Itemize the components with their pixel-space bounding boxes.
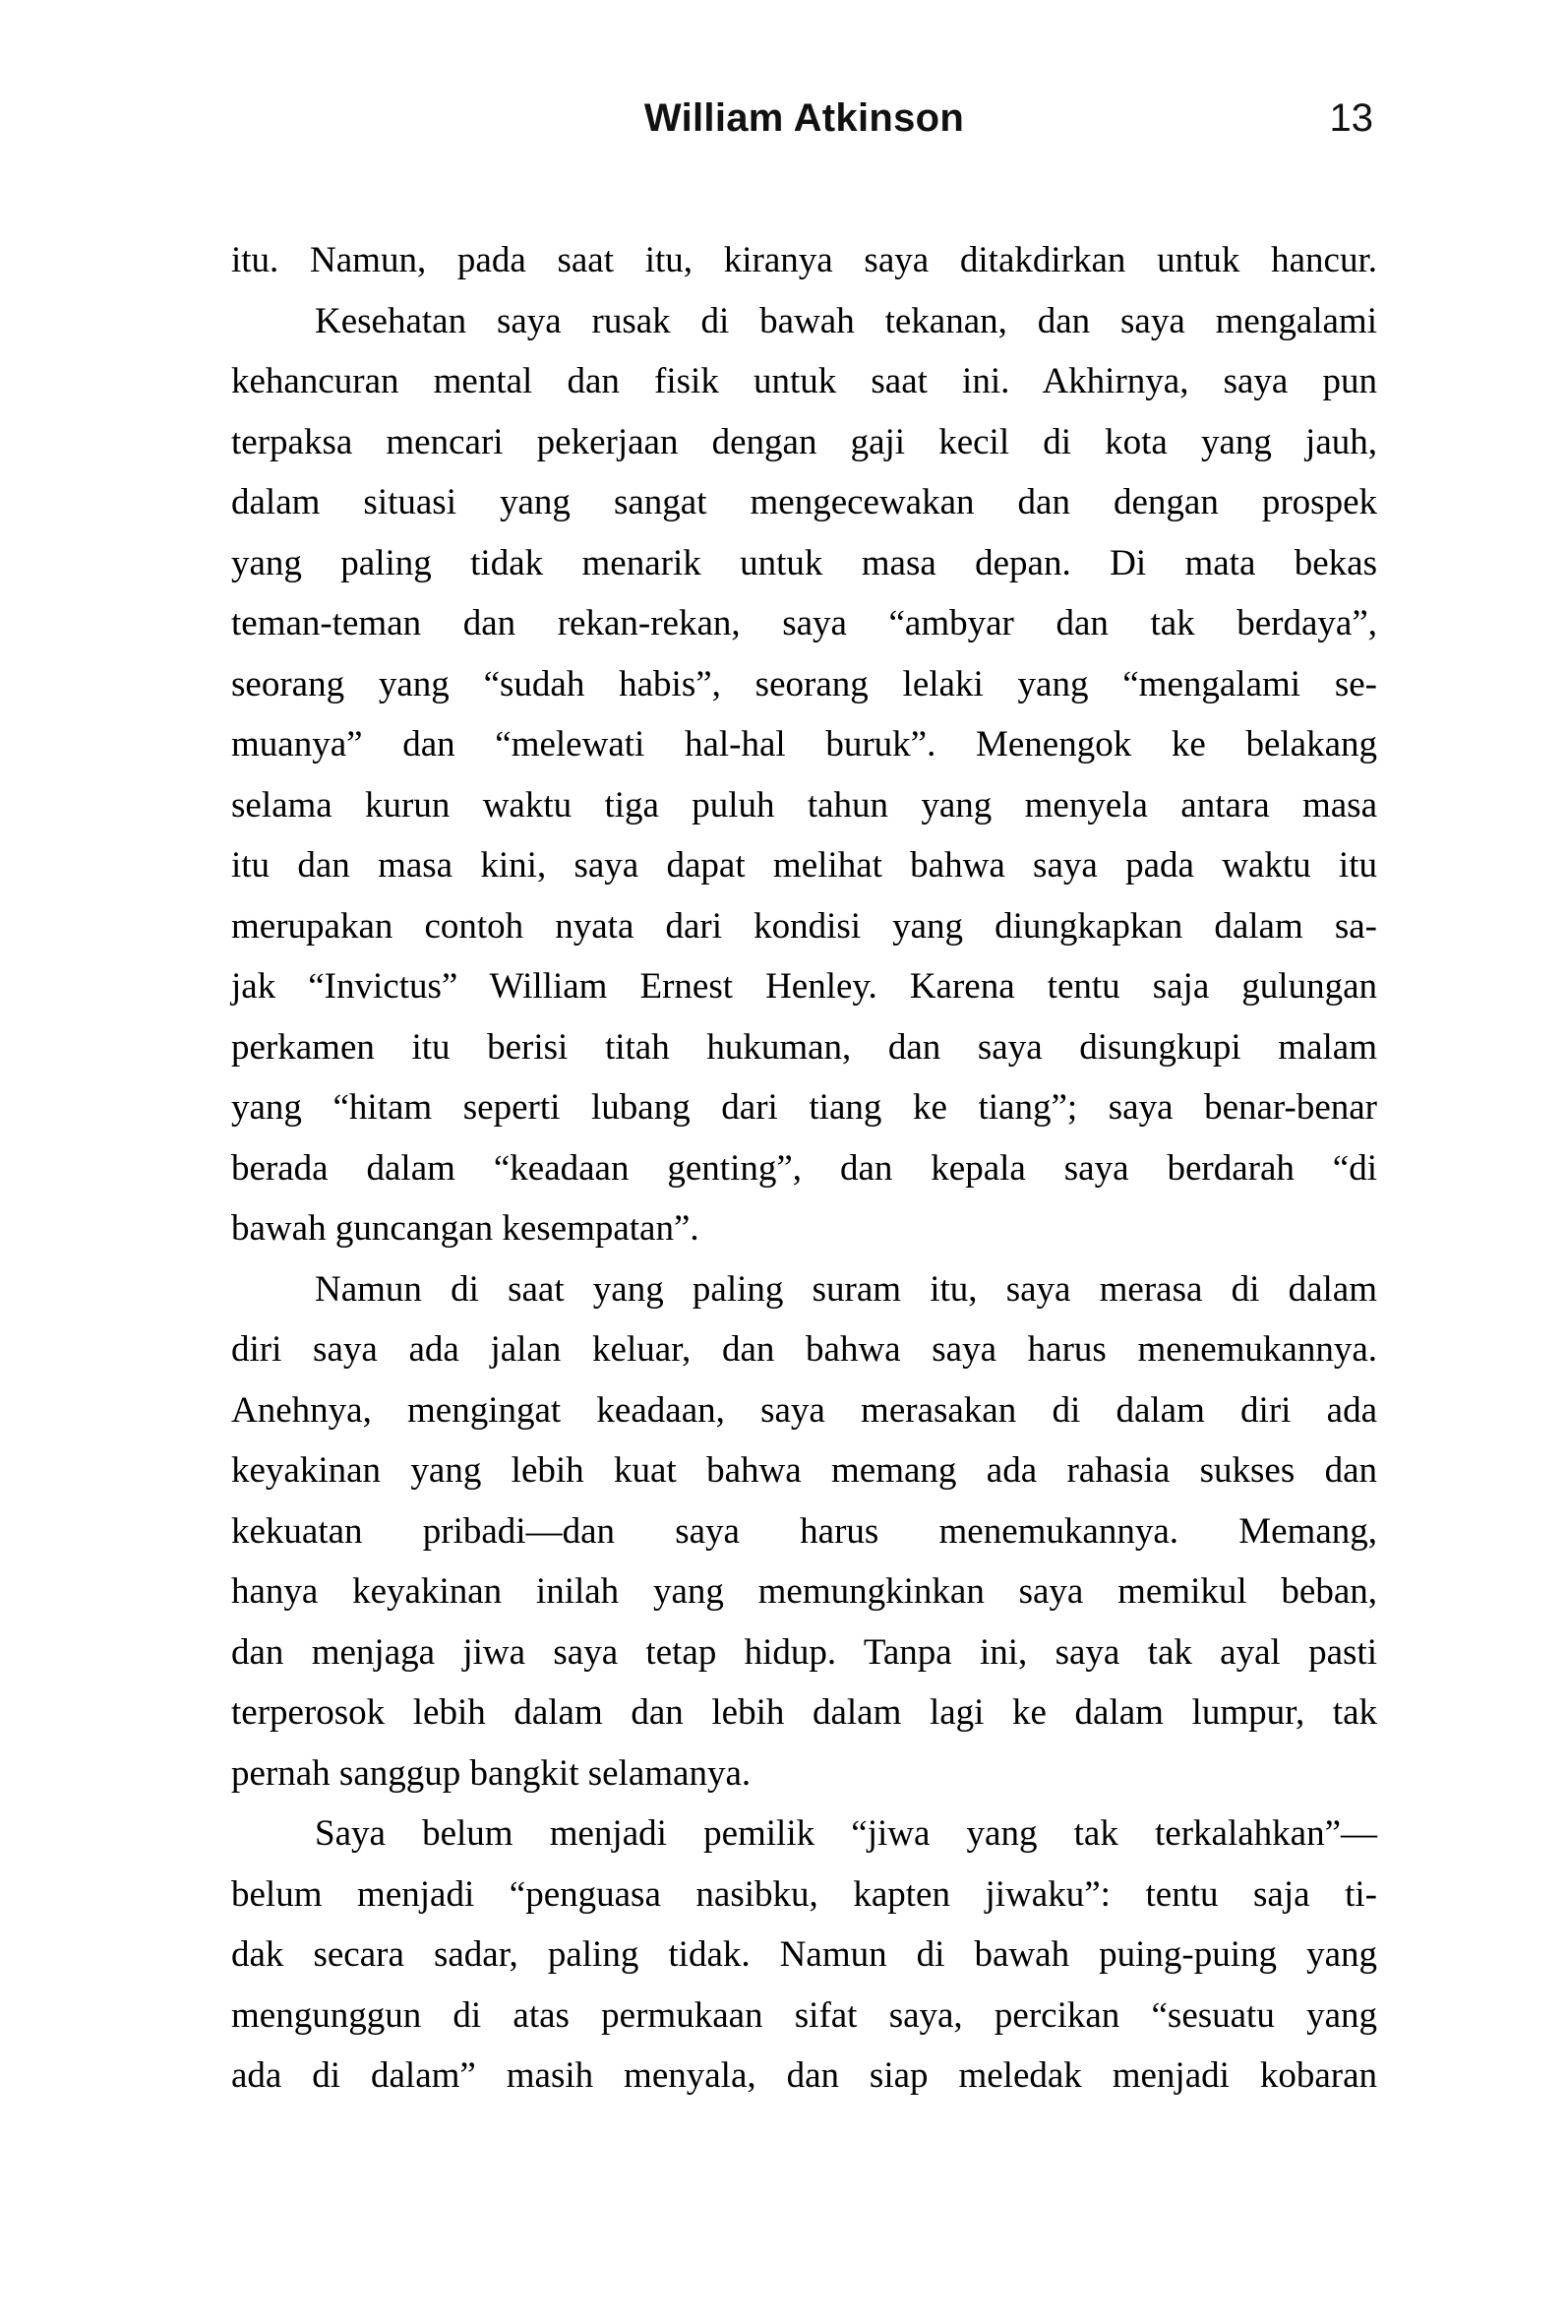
text-line: terpaksa mencari pekerjaan dengan gaji kecil di kota yang jauh, (231, 421, 1377, 462)
text-line: Namun di saat yang paling suram itu, saya merasa di dalam (315, 1268, 1377, 1310)
text-line: hanya keyakinan inilah yang memungkinkan saya memikul beban, (231, 1571, 1377, 1612)
text-line: seorang yang “sudah habis”, seorang lelaki yang “mengalami se- (231, 663, 1377, 704)
text-line: Saya belum menjadi pemilik “jiwa yang tak terkalahkan”— (315, 1813, 1377, 1854)
text-line: dak secara sadar, paling tidak. Namun di bawah puing-puing yang (231, 1934, 1377, 1975)
page-number: 13 (1329, 96, 1373, 140)
text-line: bawah guncangan kesempatan”. (231, 1208, 699, 1249)
text-line: ada di dalam” masih menyala, dan siap meledak menjadi kobaran (231, 2055, 1377, 2096)
running-header (231, 94, 1377, 142)
text-line: belum menjadi “penguasa nasibku, kapten jiwaku”: tentu saja ti- (231, 1873, 1377, 1915)
text-line: kekuatan pribadi—dan saya harus menemukannya. Memang, (231, 1510, 1377, 1552)
text-line: pernah sanggup bangkit selamanya. (231, 1752, 752, 1794)
text-line: teman-teman dan rekan-rekan, saya “ambyar dan tak berdaya”, (231, 603, 1377, 643)
text-line: berada dalam “keadaan genting”, dan kepala saya berdarah “di (231, 1147, 1377, 1189)
text-line: kehancuran mental dan fisik untuk saat ini. Akhirnya, saya pun (231, 361, 1377, 401)
text-line: yang “hitam seperti lubang dari tiang ke tiang”; saya benar-benar (231, 1087, 1377, 1128)
text-line: terperosok lebih dalam dan lebih dalam lagi ke dalam lumpur, tak (231, 1692, 1377, 1733)
text-line: itu. Namun, pada saat itu, kiranya saya ditakdirkan untuk hancur. (231, 240, 1377, 280)
text-line: yang paling tidak menarik untuk masa depan. Di mata bekas (231, 542, 1377, 583)
text-line: selama kurun waktu tiga puluh tahun yang menyela antara masa (231, 784, 1377, 826)
text-line: muanya” dan “melewati hal-hal buruk”. Menengok ke belakang (231, 724, 1377, 764)
text-line: itu dan masa kini, saya dapat melihat bahwa saya pada waktu itu (231, 845, 1377, 886)
running-header-title: William Atkinson (643, 96, 965, 140)
text-line: mengunggun di atas permukaan sifat saya, percikan “sesuatu yang (231, 1994, 1377, 2036)
text-line: dalam situasi yang sangat mengecewakan dan dengan prospek (231, 482, 1377, 522)
text-line: merupakan contoh nyata dari kondisi yang diungkapkan dalam sa- (231, 905, 1377, 947)
text-line: jak “Invictus” William Ernest Henley. Karena tentu saja gulungan (231, 966, 1377, 1007)
text-line: Kesehatan saya rusak di bawah tekanan, dan saya mengalami (315, 300, 1377, 341)
text-line: keyakinan yang lebih kuat bahwa memang ada rahasia sukses dan (231, 1450, 1377, 1491)
body-text (231, 230, 1377, 2107)
text-line: dan menjaga jiwa saya tetap hidup. Tanpa ini, saya tak ayal pasti (231, 1631, 1377, 1673)
text-line: Anehnya, mengingat keadaan, saya merasakan di dalam diri ada (231, 1389, 1377, 1431)
text-line: perkamen itu berisi titah hukuman, dan saya disungkupi malam (231, 1026, 1377, 1068)
text-line: diri saya ada jalan keluar, dan bahwa saya harus menemukannya. (231, 1329, 1377, 1370)
